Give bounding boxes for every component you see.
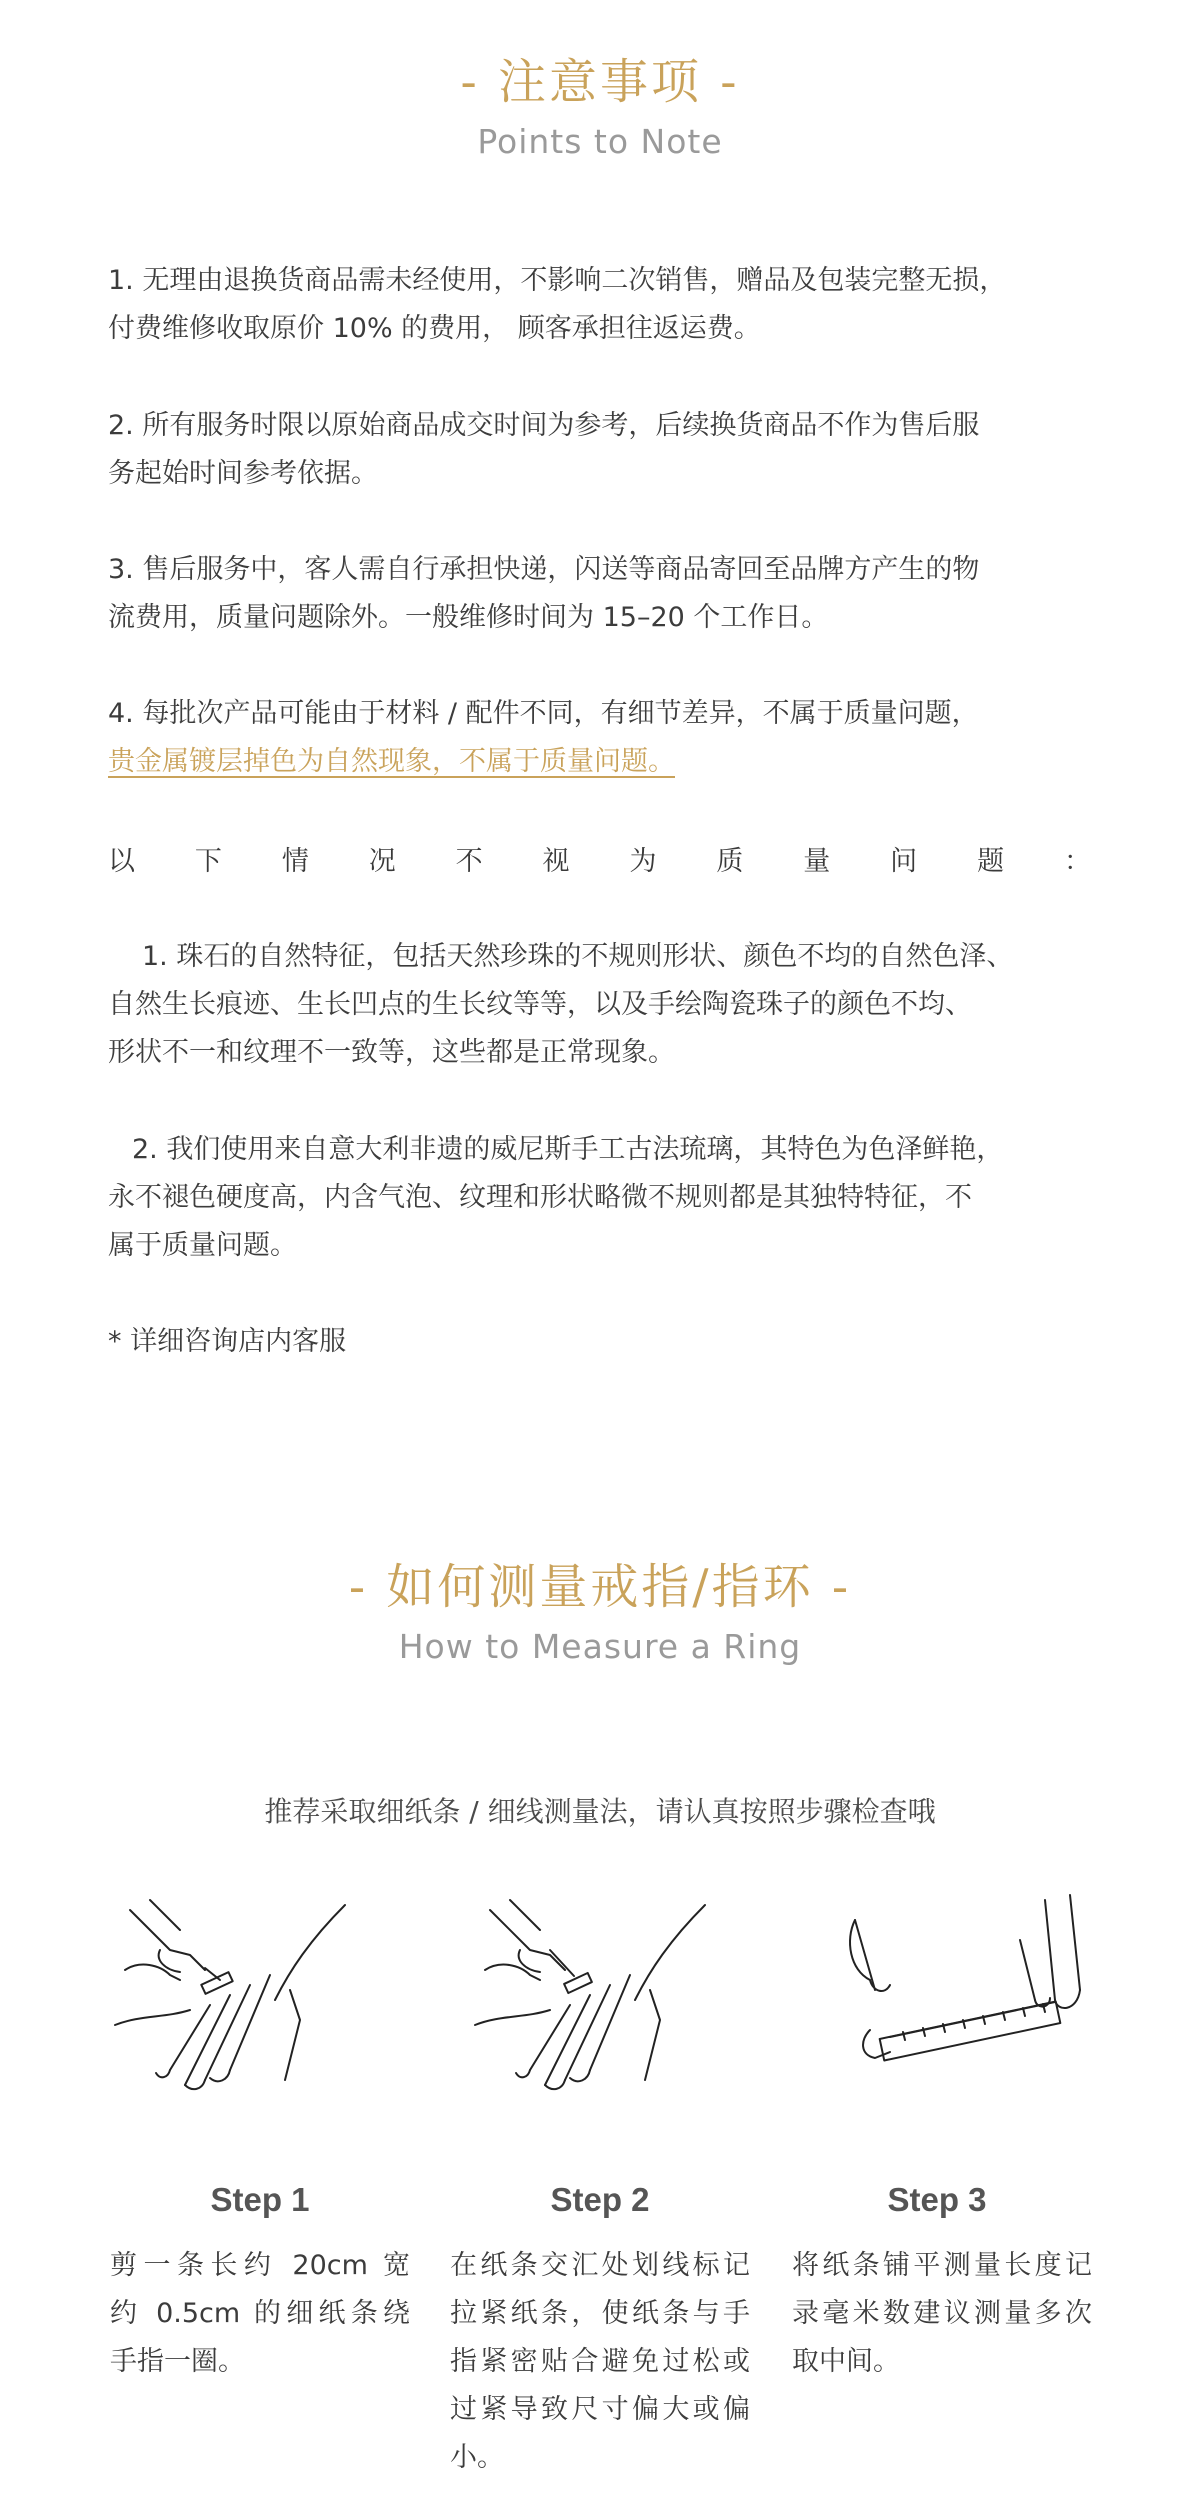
step-1-description xyxy=(110,2242,410,2386)
note-item-2 xyxy=(108,402,1093,498)
quality-line: 自然生长痕迹、生长凹点的生长纹等等，以及手绘陶瓷珠子的颜色不均、 xyxy=(108,989,972,1020)
step-3-description xyxy=(792,2242,1092,2386)
step-line: 录毫米数建议测量多次 xyxy=(792,2298,1092,2329)
quality-line: 属于质量问题。 xyxy=(108,1230,297,1261)
hand-mark-paper-illustration xyxy=(470,1880,730,2100)
note-item-1 xyxy=(108,257,1093,353)
step-2-description xyxy=(450,2242,750,2482)
step-3-title: Step 3 xyxy=(887,2181,987,2218)
not-quality-heading: 以下情况不视为质量问题： xyxy=(108,846,1093,877)
step-1-title: Step 1 xyxy=(210,2181,310,2218)
note-line: 2. 所有服务时限以原始商品成交时间为参考，后续换货商品不作为售后服 xyxy=(108,410,980,441)
note-item-4 xyxy=(108,690,1093,786)
step-line: 手指一圈。 xyxy=(110,2346,245,2377)
note-line: 4. 每批次产品可能由于材料 / 配件不同，有细节差异，不属于质量问题， xyxy=(108,698,979,729)
measure-subtitle: How to Measure a Ring xyxy=(398,1627,802,1666)
notes-subtitle: Points to Note xyxy=(477,122,723,161)
hand-wrap-paper-illustration xyxy=(110,1880,370,2100)
quality-line: 形状不一和纹理不一致等，这些都是正常现象。 xyxy=(108,1037,675,1068)
measure-intro: 推荐采取细纸条 / 细线测量法，请认真按照步骤检查哦 xyxy=(264,1795,936,1828)
note-line: 付费维修收取原价 10% 的费用， 顾客承担往返运费。 xyxy=(108,313,761,344)
quality-item-2 xyxy=(108,1126,1093,1270)
note-line: 务起始时间参考依据。 xyxy=(108,458,378,489)
step-line: 取中间。 xyxy=(792,2346,900,2377)
highlight-text: 贵金属镀层掉色为自然现象，不属于质量问题。 xyxy=(108,746,675,777)
note-line: 流费用，质量问题除外。一般维修时间为 15–20 个工作日。 xyxy=(108,602,829,633)
notes-title: - 注意事项 - xyxy=(460,54,740,110)
step-line: 约 0.5cm 的细纸条绕 xyxy=(110,2298,410,2329)
step-line: 剪一条长约 20cm 宽 xyxy=(110,2250,410,2281)
note-line: 1. 无理由退换货商品需未经使用，不影响二次销售，赠品及包装完整无损， xyxy=(108,265,1007,296)
footnote xyxy=(108,1318,1093,1366)
step-line: 指紧密贴合避免过松或 xyxy=(450,2346,750,2377)
step-line: 拉紧纸条，使纸条与手 xyxy=(450,2298,750,2329)
quality-line: 永不褪色硬度高，内含气泡、纹理和形状略微不规则都是其独特特征，不 xyxy=(108,1182,972,1213)
step-line: 将纸条铺平测量长度记 xyxy=(792,2250,1092,2281)
note-item-3 xyxy=(108,546,1093,642)
step-2-title: Step 2 xyxy=(550,2181,650,2218)
footnote-text: * 详细咨询店内客服 xyxy=(108,1326,347,1357)
step-line: 过紧导致尺寸偏大或偏 xyxy=(450,2394,750,2425)
ruler-measure-illustration xyxy=(845,1880,1105,2100)
step-line: 在纸条交汇处划线标记 xyxy=(450,2250,750,2281)
step-line: 小。 xyxy=(450,2442,504,2473)
quality-line: 1. 珠石的自然特征，包括天然珍珠的不规则形状、颜色不均的自然色泽、 xyxy=(142,941,1014,972)
note-line: 3. 售后服务中，客人需自行承担快递，闪送等商品寄回至品牌方产生的物 xyxy=(108,554,980,585)
quality-line: 2. 我们使用来自意大利非遗的威尼斯手工古法琉璃，其特色为色泽鲜艳， xyxy=(132,1134,1004,1165)
measure-title: - 如何测量戒指/指环 - xyxy=(348,1559,852,1615)
quality-item-1 xyxy=(108,933,1093,1077)
